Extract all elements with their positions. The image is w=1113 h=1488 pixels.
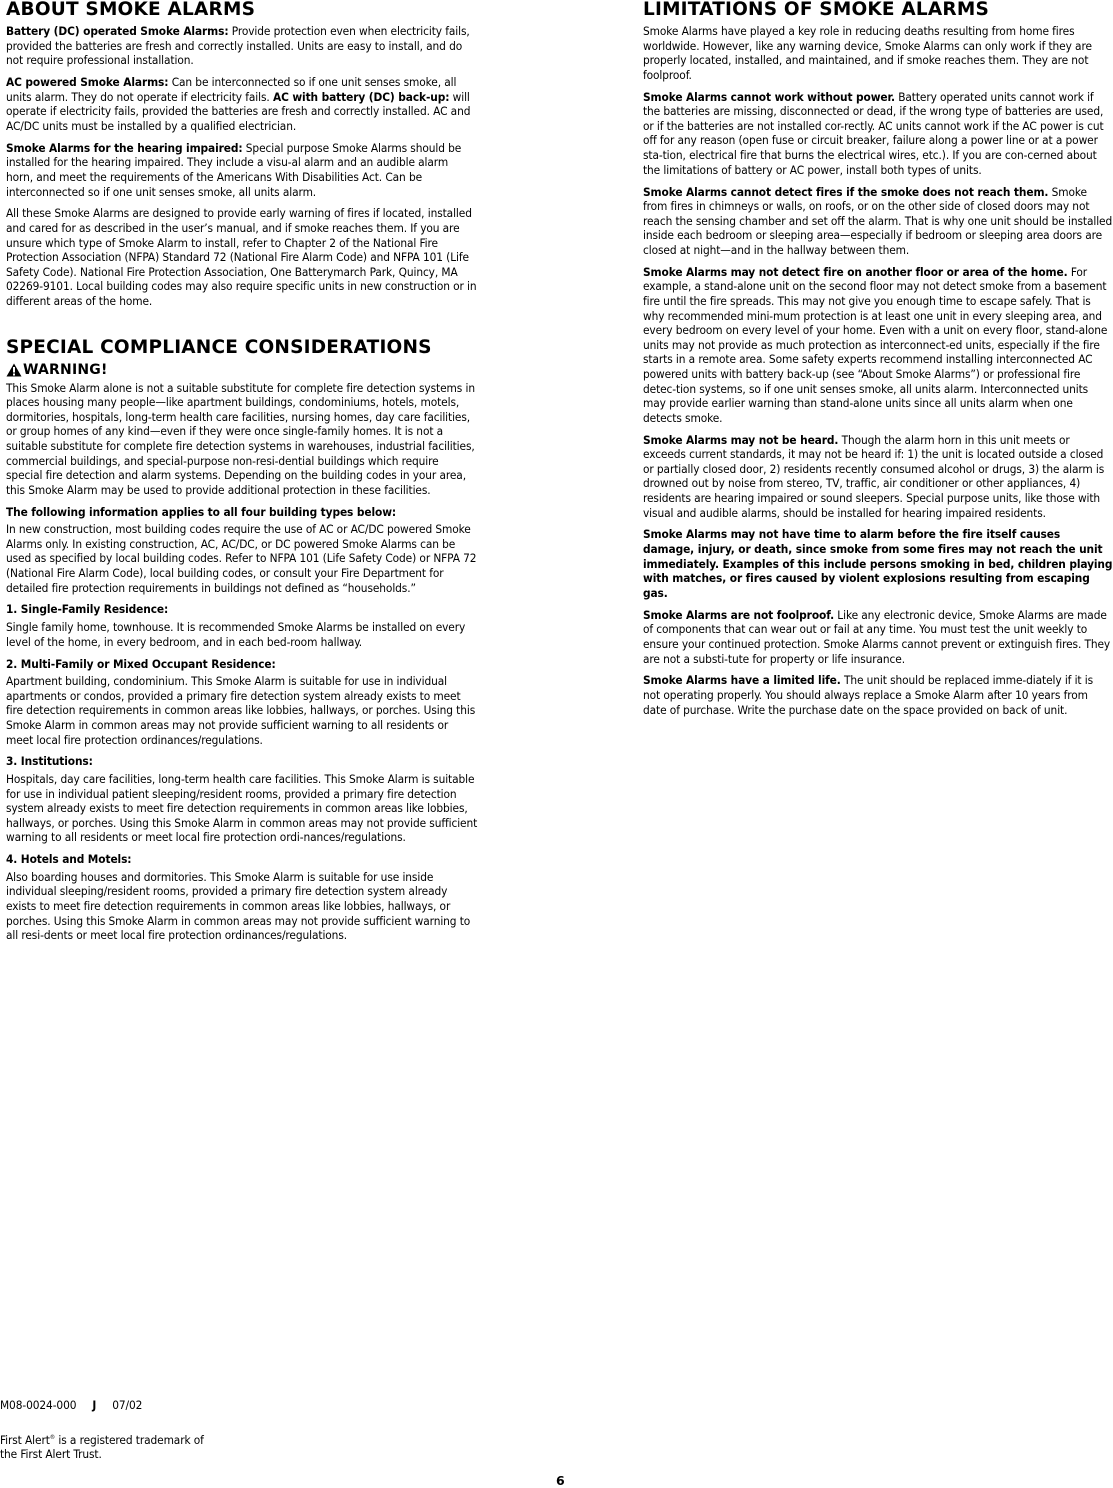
item-title: 1. Single-Family Residence: bbox=[6, 602, 169, 617]
document-code: M08-0024-000 J 07/02 bbox=[0, 1398, 143, 1412]
hearing-paragraph: Smoke Alarms for the hearing impaired: Special purpose Smoke Alarms should be installed for the hearing impaired. They include a visu-al alarm and an audible alarm horn, and meet the requirements of the Americans With Disabilities Act. Can be interconnected so if one unit senses smoke, all units alarm. bbox=[6, 140, 462, 199]
warning-paragraph: This Smoke Alarm alone is not a suitable substitute for complete fire detection systems in places housing many people—like apartment buildings, condominiums, hotels, motels, dormitories, hospitals, long-term health care facilities, nursing homes, day care facilities, or group homes of any kind—even if they were once single-family homes. It is not a suitable substitute for complete fire detection systems in warehouses, industrial facilities, commercial buildings, and special-purpose non-resi-dential buildings which require special fire detection and alarm systems. Depending on the building codes in your area, this Smoke Alarm may be used to provide additional protection in these facilities. bbox=[6, 380, 475, 497]
trademark-notice: First Alert® is a registered trademark of bbox=[0, 1432, 204, 1447]
detect-paragraph: Smoke Alarms cannot detect fires if the smoke does not reach them. Smoke from fires in chimneys or walls, on roofs, or on the other side of closed doors may not reach the sensing chamber and set off the alarm. That is why one unit should be installed inside each bedroom or sleeping area—especially if bedroom or sleeping area doors are closed at night—and in the hallway between them. bbox=[643, 184, 1113, 257]
time-paragraph: Smoke Alarms may not have time to alarm before the fire itself causes damage, injury, or death, since smoke from some fires may not reach the unit immediately. Examples of this include persons smoking in bed, children playing with matches, or fires caused by violent explosions resulting from escaping gas. bbox=[643, 527, 1113, 600]
item-title: 2. Multi-Family or Mixed Occupant Residence: bbox=[6, 656, 276, 671]
power-paragraph: Smoke Alarms cannot work without power. Battery operated units cannot work if the batteries are missing, disconnected or dead, if the wrong type of batteries are used, or if the batteries are not installed cor-rectly. AC units cannot work if the AC power is cut off for any reason (open fuse or circuit breaker, failure along a power line or at a power sta-tion, electrical fire that burns the electrical wires, etc.). If you are con-cerned about the limitations of battery or AC power, install both types of units. bbox=[643, 89, 1104, 177]
item-text: Hospitals, day care facilities, long-term health care facilities. This Smoke Alarm is suitable for use in individual patient sleeping/resident rooms, provided a primary fire detection system already exists to meet fire detection requirements in common areas like lobbies, hallways, or porches. Using this Smoke Alarm in common areas may not provide sufficient warning to all residents or meet local fire protection ordi-nances/regulations. bbox=[6, 772, 478, 845]
info-paragraph: In new construction, most building codes require the use of AC or AC/DC powered Smoke Alarms only. In existing construction, AC, AC/DC, or DC powered Smoke Alarms can be used as specified by local building codes. Refer to NFPA 101 (Life Safety Code) or NFPA 72 (National Fire Alarm Code), local building codes, or consult your Fire Department for detailed fire protection requirements in buildings not defined as “households.” bbox=[6, 522, 477, 595]
life-paragraph: Smoke Alarms have a limited life. The unit should be replaced imme-diately if it is not operating properly. You should always replace a Smoke Alarm after 10 years from date of purchase. Write the purchase date on the space provided on back of unit. bbox=[643, 673, 1094, 717]
limitations-intro: Smoke Alarms have played a key role in reducing deaths resulting from home fires worldwide. However, like any warning device, Smoke Alarms can only work if they are properly located, installed, and maintained, and if smoke reaches them. They are not foolproof. bbox=[643, 24, 1092, 82]
item-text: Apartment building, condominium. This Smoke Alarm is suitable for use in individual apartments or condos, provided a primary fire detection system already exists to meet fire detection requirements in common areas like lobbies, hallways, or porches. Using this Smoke Alarm in common areas may not provide sufficient warning to all residents or meet local fire protection ordinances/regulations. bbox=[6, 674, 476, 747]
right-column bbox=[643, 0, 1113, 725]
foolproof-paragraph: Smoke Alarms are not foolproof. Like any electronic device, Smoke Alarms are made of components that can wear out or fail at any time. You must test the unit weekly to ensure your continued protection. Smoke Alarms cannot prevent or extinguish fires. They are not a substi-tute for property or life insurance. bbox=[643, 607, 1111, 666]
about-heading: ABOUT SMOKE ALARMS bbox=[6, 0, 256, 20]
limitations-heading: LIMITATIONS OF SMOKE ALARMS bbox=[643, 0, 989, 20]
item-text: Also boarding houses and dormitories. This Smoke Alarm is suitable for use inside individual sleeping/resident rooms, provided a primary fire detection system already exists to meet fire detection requirements in common areas like lobbies, hallways, or porches. Using this Smoke Alarm in common areas may not provide sufficient warning to all resi-dents or meet local fire protection ordinances/regulations. bbox=[6, 869, 471, 943]
ac-paragraph: AC powered Smoke Alarms: Can be interconnected so if one unit senses smoke, all units alarm. They do not operate if electricity fails. AC with battery (DC) back-up: will operate if electricity fails, provided the batteries are fresh and correctly installed. AC and AC/DC units must be installed by a qualified electrician. bbox=[6, 75, 471, 133]
footer bbox=[0, 1398, 400, 1462]
item-title: 4. Hotels and Motels: bbox=[6, 852, 132, 867]
special-heading: SPECIAL COMPLIANCE CONSIDERATIONS bbox=[6, 336, 432, 358]
page-number: 6 bbox=[556, 1473, 565, 1488]
item-title: 3. Institutions: bbox=[6, 754, 93, 769]
heard-paragraph: Smoke Alarms may not be heard. Though the alarm horn in this unit meets or exceeds current standards, it may not be heard if: 1) the unit is located outside a closed or partially closed door, 2) residents recently consumed alcohol or drugs, 3) the alarm is drowned out by noise from stereo, TV, traffic, air conditioner or other appliances, 4) residents are hearing impaired or sound sleepers. Special purpose units, like those with visual and audible alarms, should be installed for hearing impaired residents. bbox=[643, 432, 1105, 520]
all-alarms-paragraph: All these Smoke Alarms are designed to provide early warning of fires if located, installed and cared for as described in the user’s manual, and if smoke reaches them. If you are unsure which type of Smoke Alarm to install, refer to Chapter 2 of the National Fire Protection Association (NFPA) Standard 72 (National Fire Alarm Code) and NFPA 101 (Life Safety Code). National Fire Protection Association, One Batterymarch Park, Quincy, MA 02269-9101. Local building codes may also require specific units in new construction or in different areas of the home. bbox=[6, 206, 477, 308]
trademark-notice-line2: the First Alert Trust. bbox=[0, 1447, 102, 1462]
floor-paragraph: Smoke Alarms may not detect fire on another floor or area of the home. For example, a stand-alone unit on the second floor may not detect smoke from a basement fire until the fire spreads. This may not give you enough time to escape safely. That is why recommended mini-mum protection is at least one unit in every sleeping area, and every bedroom on every level of your home. Even with a unit on every floor, stand-alone units may not provide as much protection as interconnect-ed units, especially if the fire starts in a remote area. Some safety experts recommend installing interconnected AC powered units with battery back-up (see “About Smoke Alarms”) or professional fire detec-tion systems, so if one unit senses smoke, all units alarm. Interconnected units may provide earlier warning than stand-alone units since all units alarm when one detects smoke. bbox=[643, 264, 1108, 425]
item-text: Single family home, townhouse. It is recommended Smoke Alarms be installed on every level of the home, in every bedroom, and in each bed-room hallway. bbox=[6, 620, 466, 649]
left-column bbox=[6, 0, 478, 950]
info-title: The following information applies to all four building types below: bbox=[6, 504, 397, 519]
warning-icon bbox=[6, 363, 22, 377]
battery-paragraph: Battery (DC) operated Smoke Alarms: Provide protection even when electricity fails, provided the batteries are fresh and correctly installed. Units are easy to install, and do not require professional installation. bbox=[6, 24, 470, 68]
warning-label: WARNING! bbox=[6, 362, 478, 378]
